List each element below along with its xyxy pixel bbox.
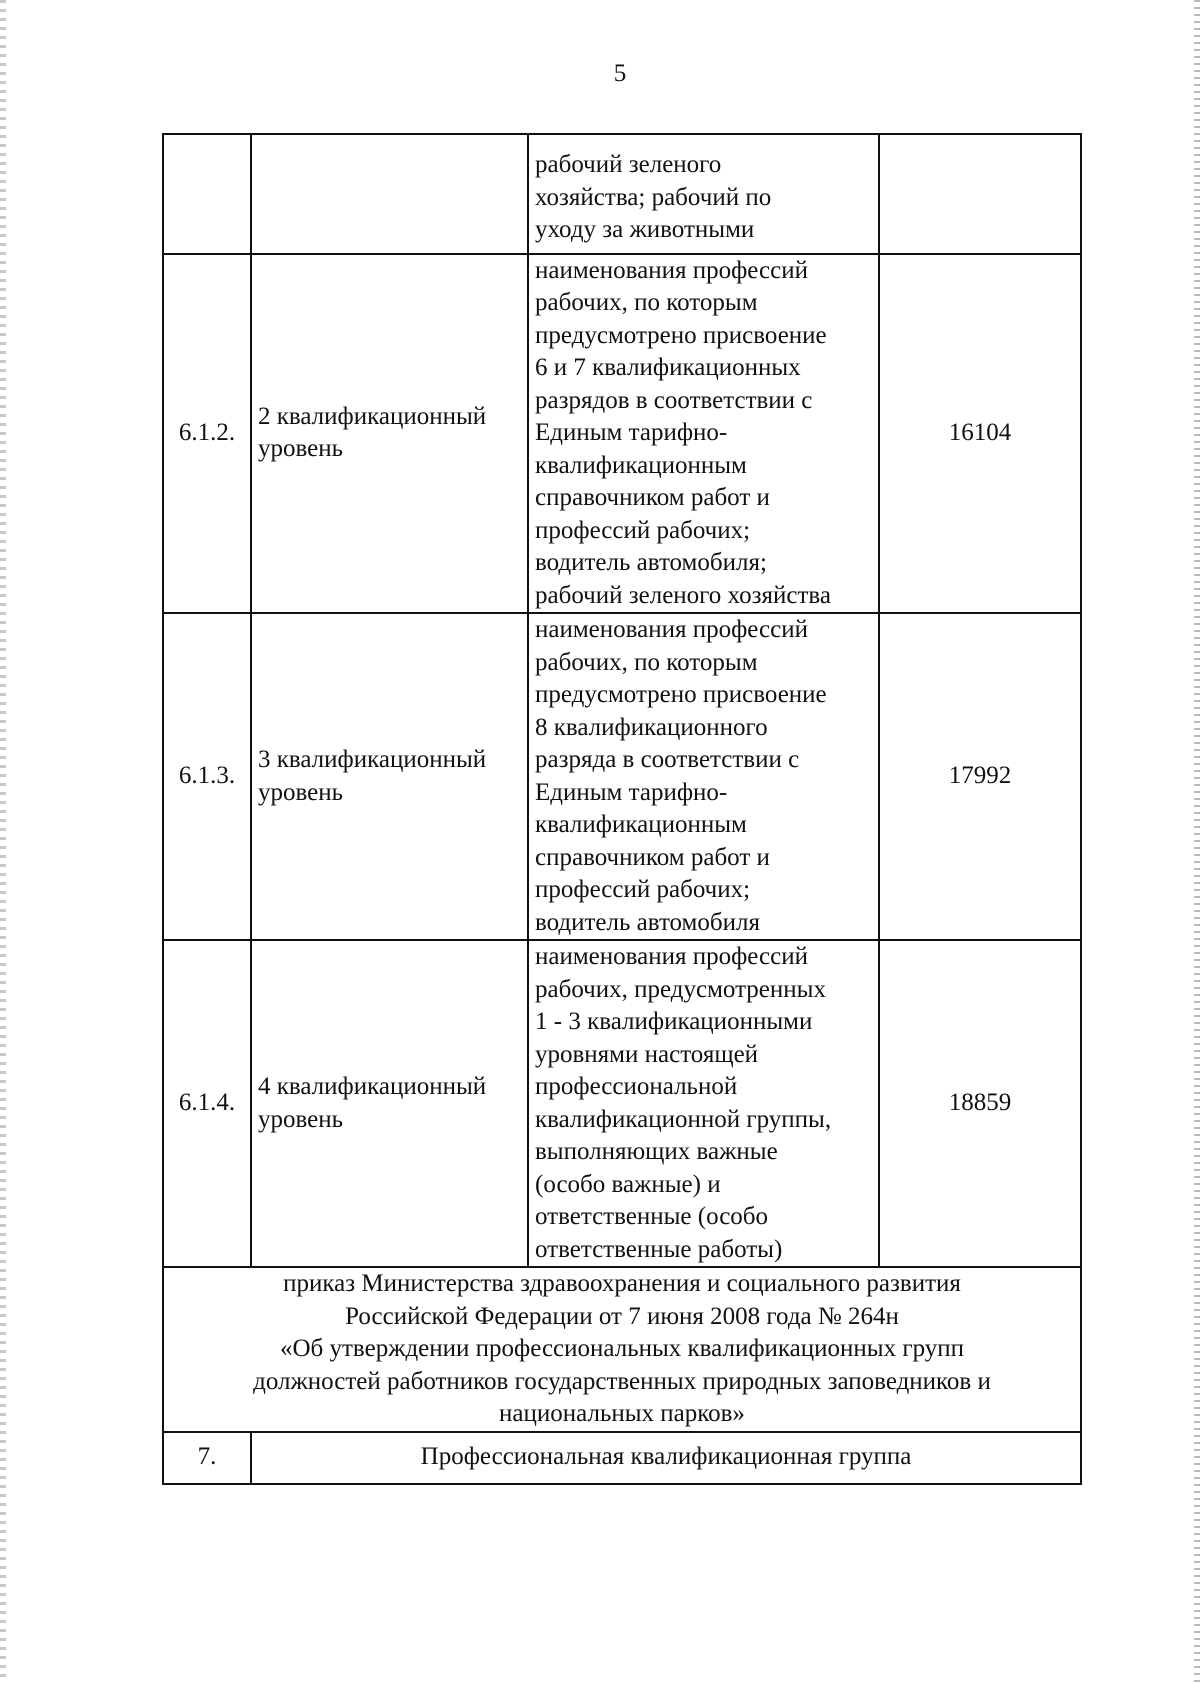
salary-value xyxy=(879,134,1081,254)
order-reference: приказ Министерства здравоохранения и социального развития Российской Федерации от 7 июня 2008 года № 264н «Об утверждении профессиональных квалификационных групп должностей работников государственных природных заповедников и национальных парков» xyxy=(163,1267,1081,1432)
group-row xyxy=(163,1432,1081,1484)
scan-left-edge xyxy=(0,0,6,1683)
qualification-level: 3 квалификационный уровень xyxy=(251,613,528,940)
profession-list: наименования профессий рабочих, предусмотренных 1 - 3 квалификационными уровнями настоящей профессиональной квалификационной группы, выполняющих важные (особо важные) и ответственные (особо ответственные работы) xyxy=(528,940,879,1267)
group-title: Профессиональная квалификационная группа xyxy=(251,1432,1081,1484)
table-row xyxy=(163,940,1081,1267)
table-row xyxy=(163,134,1081,254)
profession-list: наименования профессий рабочих, по которым предусмотрено присвоение 8 квалификационного разряда в соответствии с Единым тарифно- квалификационным справочником работ и профессий рабочих; водитель автомобиля xyxy=(528,613,879,940)
salary-value: 18859 xyxy=(879,940,1081,1267)
salary-value: 17992 xyxy=(879,613,1081,940)
salary-value: 16104 xyxy=(879,254,1081,614)
row-number: 6.1.4. xyxy=(163,940,251,1267)
qualification-level xyxy=(251,134,528,254)
row-number xyxy=(163,134,251,254)
profession-list: рабочий зеленого хозяйства; рабочий по уходу за животными xyxy=(528,134,879,254)
order-row xyxy=(163,1267,1081,1432)
profession-list: наименования профессий рабочих, по которым предусмотрено присвоение 6 и 7 квалификационных разрядов в соответствии с Единым тарифно- квалификационным справочником работ и профессий рабочих; водитель автомобиля; рабочий зеленого хозяйства xyxy=(528,254,879,614)
row-number: 6.1.2. xyxy=(163,254,251,614)
qualification-level: 2 квалификационный уровень xyxy=(251,254,528,614)
table-row xyxy=(163,254,1081,614)
salary-table xyxy=(162,133,1082,1485)
qualification-level: 4 квалификационный уровень xyxy=(251,940,528,1267)
page-number: 5 xyxy=(613,60,627,87)
group-number: 7. xyxy=(163,1432,251,1484)
row-number: 6.1.3. xyxy=(163,613,251,940)
table-row xyxy=(163,613,1081,940)
scan-right-edge xyxy=(1194,0,1200,1683)
